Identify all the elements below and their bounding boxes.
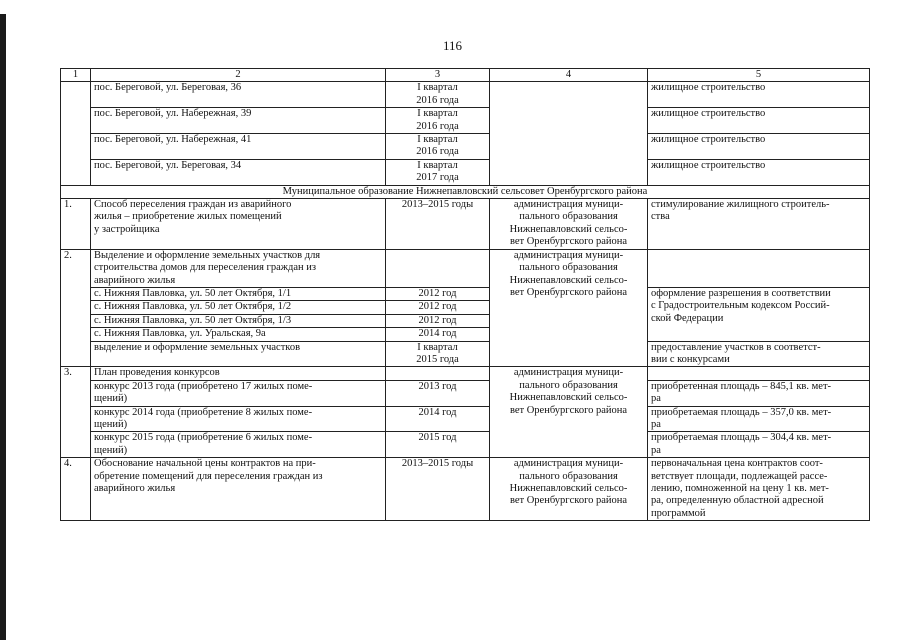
- municipality-title: Муниципальное образование Нижнепавловский сельсовет Оренбургского района: [61, 185, 870, 198]
- period-cell: 2015 год: [386, 432, 490, 458]
- num-cell: [61, 82, 91, 185]
- page-number: 116: [442, 38, 463, 53]
- item-text: конкурс 2014 года (приобретение 8 жилых поме- щений): [91, 406, 386, 432]
- result-cell: предоставление участков в соответст- вии с конкурсами: [648, 341, 870, 367]
- table-row: [61, 406, 870, 432]
- period-cell: 2012 год: [386, 301, 490, 314]
- table-row: [61, 380, 870, 406]
- table-row: [61, 432, 870, 458]
- municipality-row: [61, 185, 870, 198]
- purpose-cell: жилищное строительство: [648, 108, 870, 134]
- item-text: конкурс 2015 года (приобретение 6 жилых поме- щений): [91, 432, 386, 458]
- item-text: Выделение и оформление земельных участков для строительства домов для переселения граждан из аварийного жилья: [91, 249, 386, 287]
- scan-left-edge: [0, 14, 6, 640]
- period-cell: 2013 год: [386, 380, 490, 406]
- table-row: [61, 199, 870, 250]
- period-cell: I квартал 2016 года: [386, 134, 490, 160]
- address-cell: с. Нижняя Павловка, ул. 50 лет Октября, 1/1: [91, 287, 386, 300]
- num-cell: 2.: [61, 249, 91, 367]
- address-cell: с. Нижняя Павловка, ул. 50 лет Октября, 1/3: [91, 314, 386, 327]
- result-cell: оформление разрешения в соответствии с Градостроительным кодексом Россий- ской Федерации: [648, 287, 870, 341]
- executor-cell: администрация муници- пального образования Нижнепавловский сельсо- вет Оренбургского района: [490, 367, 648, 458]
- result-cell: приобретаемая площадь – 357,0 кв. мет- ра: [648, 406, 870, 432]
- num-cell: 4.: [61, 458, 91, 521]
- period-cell: I квартал 2016 года: [386, 108, 490, 134]
- result-cell: приобретаемая площадь – 304,4 кв. мет- ра: [648, 432, 870, 458]
- num-cell: 1.: [61, 199, 91, 250]
- item-text: Обоснование начальной цены контрактов на при- обретение помещений для переселения граждан из аварийного жилья: [91, 458, 386, 521]
- period-cell: [386, 249, 490, 287]
- address-cell: пос. Береговой, ул. Набережная, 41: [91, 134, 386, 160]
- period-cell: 2014 год: [386, 328, 490, 341]
- num-cell: 3.: [61, 367, 91, 458]
- period-cell: [386, 367, 490, 380]
- period-cell: 2013–2015 годы: [386, 199, 490, 250]
- period-cell: 2013–2015 годы: [386, 458, 490, 521]
- item-text: План проведения конкурсов: [91, 367, 386, 380]
- address-cell: пос. Береговой, ул. Береговая, 36: [91, 82, 386, 108]
- executor-cell: администрация муници- пального образования Нижнепавловский сельсо- вет Оренбургского района: [490, 249, 648, 367]
- result-cell: приобретенная площадь – 845,1 кв. мет- ра: [648, 380, 870, 406]
- header-cell: 2: [91, 69, 386, 82]
- table-row: [61, 367, 870, 380]
- period-cell: I квартал 2017 года: [386, 159, 490, 185]
- result-cell: первоначальная цена контрактов соот- ветствует площади, подлежащей рассе- лению, помноженной на цену 1 кв. мет- ра, определенную областной адресной программой: [648, 458, 870, 521]
- period-cell: 2012 год: [386, 314, 490, 327]
- purpose-cell: жилищное строительство: [648, 134, 870, 160]
- table-row: [61, 287, 870, 300]
- program-table: [60, 68, 870, 521]
- period-cell: 2014 год: [386, 406, 490, 432]
- executor-cell: администрация муници- пального образования Нижнепавловский сельсо- вет Оренбургского района: [490, 458, 648, 521]
- table-row: [61, 108, 870, 134]
- header-cell: 1: [61, 69, 91, 82]
- address-cell: с. Нижняя Павловка, ул. Уральская, 9а: [91, 328, 386, 341]
- purpose-cell: жилищное строительство: [648, 159, 870, 185]
- header-cell: 3: [386, 69, 490, 82]
- address-cell: пос. Береговой, ул. Набережная, 39: [91, 108, 386, 134]
- table-row: [61, 249, 870, 287]
- item-text: Способ переселения граждан из аварийного жилья – приобретение жилых помещений у застройщика: [91, 199, 386, 250]
- executor-cell: [490, 82, 648, 185]
- header-cell: 5: [648, 69, 870, 82]
- result-cell: стимулирование жилищного строитель- ства: [648, 199, 870, 250]
- table-row: [61, 159, 870, 185]
- table-row: [61, 82, 870, 108]
- result-cell: [648, 367, 870, 380]
- address-cell: с. Нижняя Павловка, ул. 50 лет Октября, 1/2: [91, 301, 386, 314]
- result-cell: [648, 249, 870, 287]
- executor-cell: администрация муници- пального образования Нижнепавловский сельсо- вет Оренбургского района: [490, 199, 648, 250]
- purpose-cell: жилищное строительство: [648, 82, 870, 108]
- period-cell: 2012 год: [386, 287, 490, 300]
- address-cell: пос. Береговой, ул. Береговая, 34: [91, 159, 386, 185]
- period-cell: I квартал 2016 года: [386, 82, 490, 108]
- header-row: [61, 69, 870, 82]
- table-row: [61, 134, 870, 160]
- header-cell: 4: [490, 69, 648, 82]
- table-row: [61, 341, 870, 367]
- period-cell: I квартал 2015 года: [386, 341, 490, 367]
- item-text: выделение и оформление земельных участков: [91, 341, 386, 367]
- table-row: [61, 458, 870, 521]
- item-text: конкурс 2013 года (приобретено 17 жилых поме- щений): [91, 380, 386, 406]
